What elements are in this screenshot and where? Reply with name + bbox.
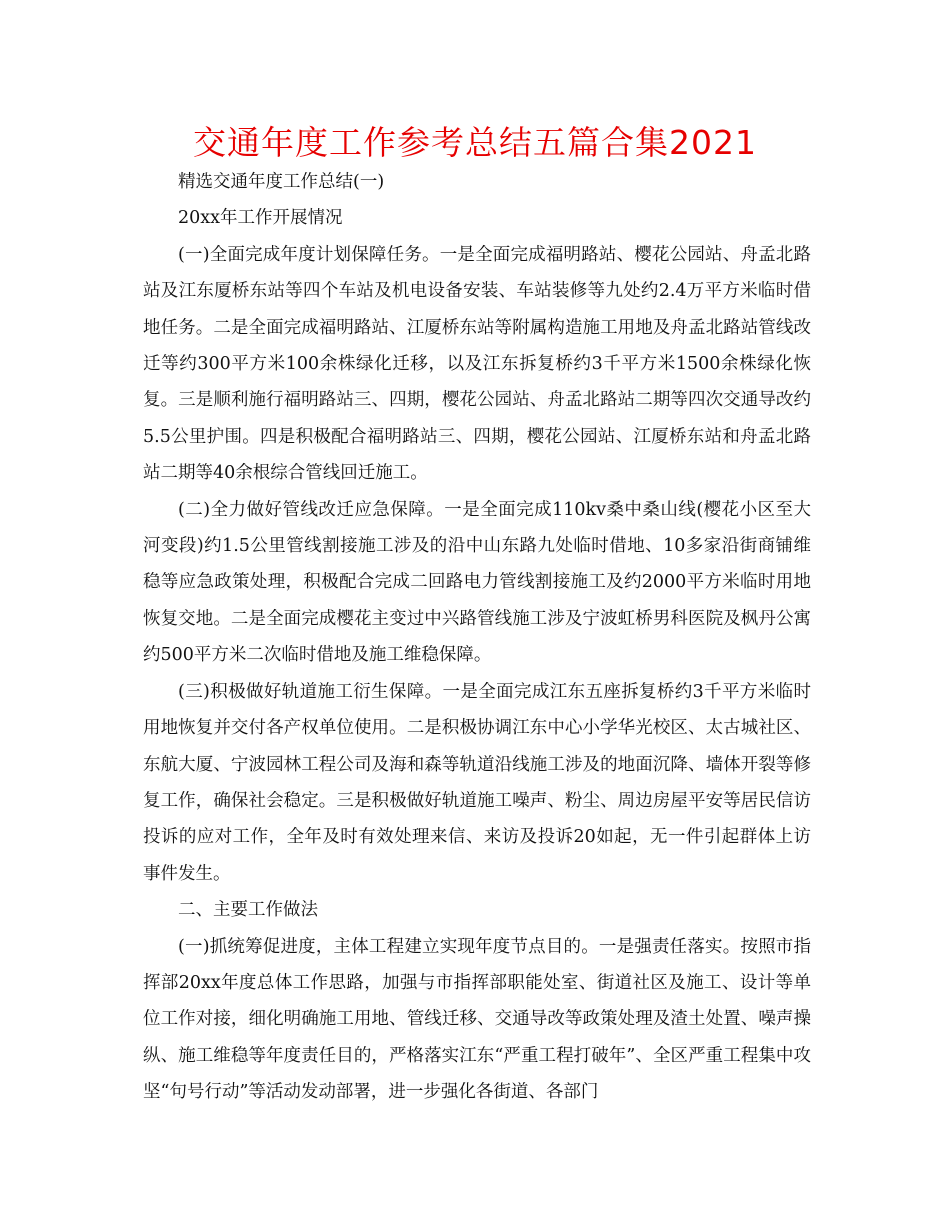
paragraph-coordination: (一)抓统筹促进度，主体工程建立实现年度节点目的。一是强责任落实。按照市指挥部20xx年度总体工作思路，加强与市指挥部职能处室、街道社区及施工、设计等单位工作对接，细化明确施工用地、管线迁移、交通导改等政策处理及渣土处置、噪声操纵、施工维稳等年度责任目的，严格落实江东“严重工程打破年”、全区严重工程集中攻坚“句号行动”等活动发动部署，进一步强化各街道、各部门 [143, 936, 811, 1103]
paragraph-plan-tasks: (一)全面完成年度计划保障任务。一是全面完成福明路站、樱花公园站、舟孟北路站及江东厦桥东站等四个车站及机电设备安装、车站装修等九处约2.4万平方米临时借地任务。二是全面完成福明路站、江厦桥东站等附属构造施工用地及舟孟北路站管线改迁等约300平方米100余株绿化迁移，以及江东拆复桥约3千平方米1500余株绿化恢复。三是顺利施行福明路站三、四期，樱花公园站、舟孟北路站二期等四次交通导改约5.5公里护围。四是积极配合福明路站三、四期，樱花公园站、江厦桥东站和舟孟北路站二期等40余根综合管线回迁施工。 [143, 244, 811, 484]
paragraph-rail-construction: (三)积极做好轨道施工衍生保障。一是全面完成江东五座拆复桥约3千平方米临时用地恢复并交付各产权单位使用。二是积极协调江东中心小学华光校区、太古城社区、东航大厦、宁波园林工程公司及海和森等轨道沿线施工涉及的地面沉降、墙体开裂等修复工作，确保社会稳定。三是积极做好轨道施工噪声、粉尘、周边房屋平安等居民信访投诉的应对工作，全年及时有效处理来信、来访及投诉20如起，无一件引起群体上访事件发生。 [143, 681, 811, 884]
document-title: 交通年度工作参考总结五篇合集2021 [193, 123, 757, 162]
document-body [143, 164, 811, 1111]
section-heading-methods: 二、主要工作做法 [178, 900, 318, 921]
paragraph-pipeline-relocation: (二)全力做好管线改迁应急保障。一是全面完成110kv桑中桑山线(樱花小区至大河变段)约1.5公里管线割接施工涉及的沿中山东路九处临时借地、10多家沿街商铺维稳等应急政策处理，积极配合完成二回路电力管线割接施工及约2000平方米临时用地恢复交地。二是全面完成樱花主变过中兴路管线施工涉及宁波虹桥男科医院及枫丹公寓约500平方米二次临时借地及施工维稳保障。 [143, 499, 811, 666]
section-heading: 20xx年工作开展情况 [178, 208, 343, 229]
document-subtitle: 精选交通年度工作总结(一) [178, 172, 385, 192]
